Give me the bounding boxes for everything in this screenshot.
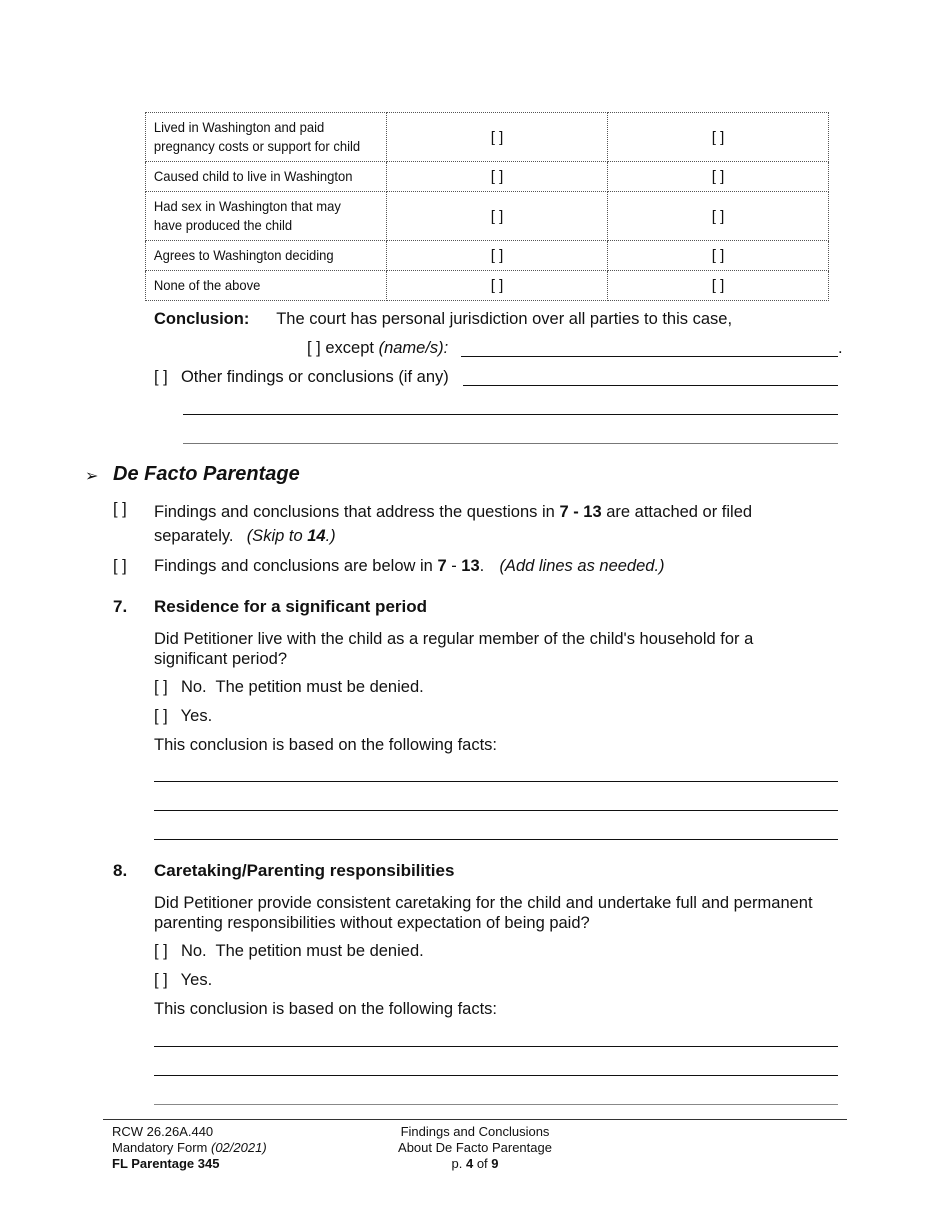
section-number: 8. xyxy=(113,861,128,880)
option1-text xyxy=(154,500,794,548)
no-checkbox[interactable]: [ ] xyxy=(154,678,168,696)
yes-checkbox[interactable]: [ ] xyxy=(154,707,168,725)
page-of: of xyxy=(476,1156,488,1171)
no-option xyxy=(154,942,424,961)
option2-ref-b: 13 xyxy=(461,557,480,575)
yes-option xyxy=(154,971,212,990)
footer-title1: Findings and Conclusions xyxy=(400,1124,550,1139)
option2-period: . xyxy=(479,557,485,575)
row-label: Lived in Washington and paid pregnancy costs or support for child xyxy=(146,113,370,162)
table-row xyxy=(146,192,829,241)
option2-note: (Add lines as needed.) xyxy=(499,557,665,575)
footer-divider xyxy=(103,1119,847,1120)
no-option xyxy=(154,678,424,697)
except-period: . xyxy=(838,339,843,357)
except-names-label: (name/s): xyxy=(378,339,449,357)
table-row xyxy=(146,113,829,162)
option1-skip-num: 14 xyxy=(307,527,326,545)
facts-field[interactable] xyxy=(154,1046,838,1047)
except-names-field[interactable] xyxy=(461,356,838,357)
checkbox[interactable]: [ ] xyxy=(608,241,829,271)
checkbox[interactable]: [ ] xyxy=(387,162,608,192)
option2-dash: - xyxy=(446,557,462,575)
checkbox[interactable]: [ ] xyxy=(387,241,608,271)
option1-checkbox[interactable]: [ ] xyxy=(113,500,127,518)
footer-mandatory-text: Mandatory Form xyxy=(112,1140,208,1155)
conclusion-text: The court has personal jurisdiction over all parties to this case, xyxy=(276,310,733,328)
no-text: No. The petition must be denied. xyxy=(180,942,424,960)
footer-mandatory xyxy=(112,1140,267,1156)
jurisdiction-table xyxy=(145,112,829,301)
option1-main3: separately. xyxy=(154,527,234,545)
conclusion-line xyxy=(154,310,732,329)
section-title: Residence for a significant period xyxy=(154,597,428,616)
yes-option xyxy=(154,707,212,726)
other-text: Other findings or conclusions (if any) xyxy=(180,368,449,386)
option1-main: Findings and conclusions that address the questions in xyxy=(154,503,555,521)
conclusion-label: Conclusion: xyxy=(154,310,250,328)
table-row xyxy=(146,271,829,301)
other-findings-field[interactable] xyxy=(183,443,838,444)
other-checkbox[interactable]: [ ] xyxy=(154,368,168,386)
except-checkbox[interactable]: [ ] xyxy=(307,339,321,357)
section-title: Caretaking/Parenting responsibilities xyxy=(154,861,455,880)
option1-skip: (Skip to xyxy=(246,527,303,545)
table-row xyxy=(146,241,829,271)
footer-date: (02/2021) xyxy=(211,1140,267,1155)
except-line xyxy=(307,339,448,358)
option1-ref: 7 - 13 xyxy=(559,503,602,521)
other-findings-line xyxy=(154,368,449,387)
page-number: 4 xyxy=(465,1156,474,1171)
facts-field[interactable] xyxy=(154,810,838,811)
checkbox[interactable]: [ ] xyxy=(387,113,608,162)
checkbox[interactable]: [ ] xyxy=(387,192,608,241)
option2-main: Findings and conclusions are below in xyxy=(154,557,433,575)
facts-field[interactable] xyxy=(154,839,838,840)
checkbox[interactable]: [ ] xyxy=(608,192,829,241)
footer-title2: About De Facto Parentage xyxy=(398,1140,552,1155)
arrow-bullet-icon: ➢ xyxy=(85,468,99,485)
footer-rcw: RCW 26.26A.440 xyxy=(112,1124,214,1139)
row-label: Had sex in Washington that may have produced the child xyxy=(146,192,370,241)
facts-field[interactable] xyxy=(154,781,838,782)
footer-left xyxy=(112,1124,267,1172)
footer-center xyxy=(375,1124,575,1172)
checkbox[interactable]: [ ] xyxy=(608,162,829,192)
option1-skip-end: .) xyxy=(325,527,336,545)
checkbox[interactable]: [ ] xyxy=(387,271,608,301)
row-label: None of the above xyxy=(146,271,370,301)
option2-ref-a: 7 xyxy=(437,557,447,575)
facts-label: This conclusion is based on the following facts: xyxy=(154,1000,498,1018)
table-row xyxy=(146,162,829,192)
footer-page xyxy=(375,1156,575,1172)
other-findings-field[interactable] xyxy=(463,385,838,386)
checkbox[interactable]: [ ] xyxy=(608,271,829,301)
section-question: Did Petitioner live with the child as a regular member of the child's household for a significant period? xyxy=(154,630,754,668)
row-label: Caused child to live in Washington xyxy=(146,162,370,192)
page-total: 9 xyxy=(491,1156,499,1171)
other-findings-field[interactable] xyxy=(183,414,838,415)
except-text: except xyxy=(325,339,374,357)
option1-main2: are attached or filed xyxy=(606,503,753,521)
no-text: No. The petition must be denied. xyxy=(180,678,424,696)
option2-text xyxy=(154,557,665,576)
section-number: 7. xyxy=(113,597,128,616)
no-checkbox[interactable]: [ ] xyxy=(154,942,168,960)
yes-text: Yes. xyxy=(180,707,213,725)
option2-checkbox[interactable]: [ ] xyxy=(113,557,127,575)
footer-form-id: FL Parentage 345 xyxy=(112,1156,220,1171)
facts-label: This conclusion is based on the following facts: xyxy=(154,736,498,754)
yes-checkbox[interactable]: [ ] xyxy=(154,971,168,989)
section-heading: De Facto Parentage xyxy=(113,463,300,485)
page-prefix: p. xyxy=(451,1156,463,1171)
facts-field[interactable] xyxy=(154,1075,838,1076)
section-question: Did Petitioner provide consistent caretaking for the child and undertake full and permanent parenting responsibilities without expectation of being paid? xyxy=(154,894,813,932)
checkbox[interactable]: [ ] xyxy=(608,113,829,162)
facts-field[interactable] xyxy=(154,1104,838,1105)
yes-text: Yes. xyxy=(180,971,213,989)
row-label: Agrees to Washington deciding xyxy=(146,241,370,271)
